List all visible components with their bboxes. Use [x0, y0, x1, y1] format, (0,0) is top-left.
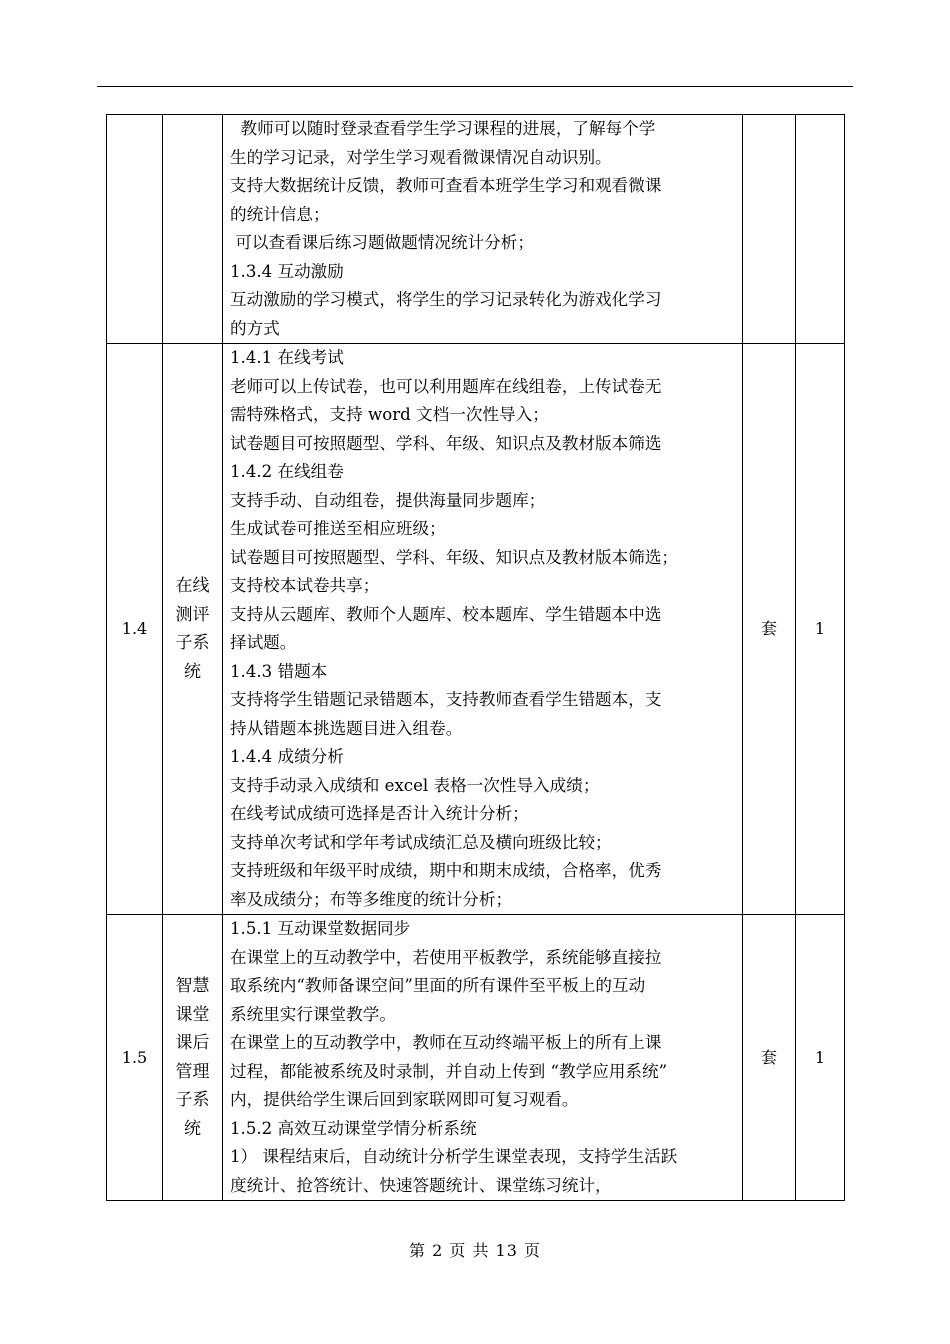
table-row: [107, 115, 845, 344]
item-name-line: 子系: [175, 1090, 210, 1110]
description-line: 的统计信息；: [230, 204, 330, 224]
description-line: 择试题。: [230, 633, 297, 652]
description-line: 支持单次考试和学年考试成绩汇总及横向班级比较；: [230, 832, 612, 852]
description-line: 支持校本试卷共享；: [230, 576, 380, 595]
description-line: 支持将学生错题记录错题本，支持教师查看学生错题本，支: [230, 690, 662, 709]
item-name-line: 管理: [175, 1061, 210, 1082]
item-number-cell: [107, 115, 163, 344]
description-line: 1.4.1 在线考试: [230, 348, 344, 367]
item-name-line: 统: [184, 1118, 201, 1139]
description-line: 试卷题目可按照题型、学科、年级、知识点及教材版本筛选: [230, 433, 662, 453]
description-line: 需特殊格式，支持 word 文档一次性导入；: [230, 405, 549, 424]
item-number-cell: 1.5: [107, 915, 163, 1201]
spec-table: [106, 114, 845, 1201]
item-name-line: 课堂: [175, 1004, 210, 1025]
item-description-cell: [223, 344, 743, 915]
description-line: 内，提供给学生课后回到家联网即可复习观看。: [230, 1090, 579, 1109]
description-line: 过程，都能被系统及时录制，并自动上传到 “教学应用系统”: [230, 1061, 668, 1081]
unit-cell: [743, 115, 796, 344]
item-name-line: 子系: [175, 633, 210, 653]
description-line: 度统计、抢答统计、快速答题统计、课堂练习统计，: [230, 1175, 612, 1195]
item-name-line: 测评: [175, 604, 210, 625]
description-line: 支持大数据统计反馈，教师可查看本班学生学习和观看微课: [230, 176, 662, 195]
description-line: 试卷题目可按照题型、学科、年级、知识点及教材版本筛选；: [230, 547, 679, 567]
description-line: 在线考试成绩可选择是否计入统计分析；: [230, 804, 529, 823]
quantity-cell: [796, 115, 845, 344]
item-number-cell: 1.4: [107, 344, 163, 915]
description-line: 1.5.2 高效互动课堂学情分析系统: [230, 1118, 477, 1138]
header-rule: [97, 86, 853, 87]
description-line: 1.4.2 在线组卷: [230, 462, 344, 481]
page-footer: 第 2 页 共 13 页: [409, 1241, 541, 1260]
description-line: 支持手动、自动组卷，提供海量同步题库；: [230, 490, 546, 510]
description-line: 的方式: [230, 318, 280, 338]
description-line: 支持从云题库、教师个人题库、校本题库、学生错题本中选: [230, 604, 662, 624]
spec-table-body: [107, 115, 845, 1201]
item-name-line: 统: [184, 661, 201, 682]
item-name-line: 课后: [175, 1033, 210, 1053]
description-line: 取系统内“教师备课空间”里面的所有课件至平板上的互动: [230, 976, 646, 995]
unit-cell: 套: [743, 344, 796, 915]
description-line: 支持手动录入成绩和 excel 表格一次性导入成绩；: [230, 775, 600, 795]
quantity-cell: 1: [796, 915, 845, 1201]
description-line: 1.4.4 成绩分析: [230, 747, 344, 766]
description-line: 支持班级和年级平时成绩，期中和期末成绩，合格率，优秀: [230, 861, 662, 880]
description-line: 在课堂上的互动教学中，若使用平板教学，系统能够直接拉: [230, 947, 662, 967]
unit-cell: 套: [743, 915, 796, 1201]
description-line: 1.5.1 互动课堂数据同步: [230, 919, 411, 938]
description-line: 可以查看课后练习题做题情况统计分析；: [230, 233, 534, 252]
description-line: 互动激励的学习模式，将学生的学习记录转化为游戏化学习: [230, 290, 662, 309]
description-line: 教师可以随时登录查看学生学习课程的进展，了解每个学: [230, 119, 656, 138]
description-line: 老师可以上传试卷，也可以利用题库在线组卷，上传试卷无: [230, 376, 662, 396]
description-line: 1.4.3 错题本: [230, 661, 328, 681]
description-line: 生成试卷可推送至相应班级；: [230, 519, 446, 538]
description-line: 1.3.4 互动激励: [230, 261, 344, 281]
table-row: [107, 344, 845, 915]
item-name-line: 在线: [175, 576, 210, 596]
description-line: 生的学习记录，对学生学习观看微课情况自动识别。: [230, 147, 612, 167]
item-name-cell: [163, 915, 223, 1201]
item-name-line: 智慧: [175, 976, 210, 996]
table-row: [107, 915, 845, 1201]
item-name-cell: [163, 344, 223, 915]
item-description-cell: [223, 915, 743, 1201]
description-line: 持从错题本挑选题目进入组卷。: [230, 718, 463, 738]
item-description-cell: [223, 115, 743, 344]
description-line: 率及成绩分；布等多维度的统计分析；: [230, 889, 513, 909]
quantity-cell: 1: [796, 344, 845, 915]
item-name-cell: [163, 115, 223, 344]
description-line: 1） 课程结束后，自动统计分析学生课堂表现，支持学生活跃: [230, 1147, 678, 1166]
description-line: 在课堂上的互动教学中，教师在互动终端平板上的所有上课: [230, 1033, 662, 1052]
description-line: 系统里实行课堂教学。: [230, 1004, 396, 1024]
